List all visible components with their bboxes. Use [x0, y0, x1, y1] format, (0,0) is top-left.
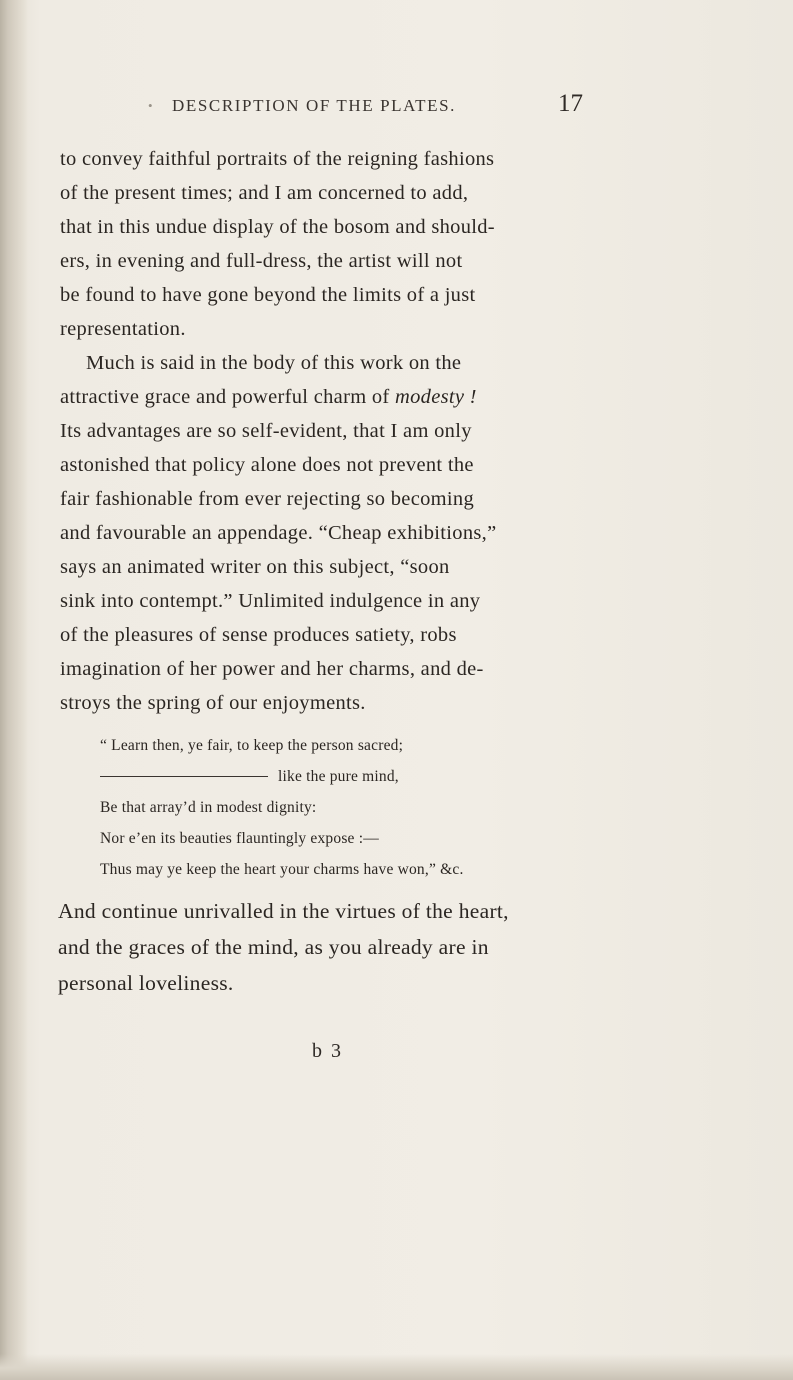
italic-emphasis: modesty ! [394, 386, 477, 408]
text-line: of the pleasures of sense produces satiety, robs [60, 624, 457, 646]
text-line: and favourable an appendage. “Cheap exhibitions,” [60, 522, 497, 544]
page-spine-shadow [0, 0, 28, 1380]
page-header [148, 92, 588, 122]
verse-line: “ Learn then, ye fair, to keep the person sacred; [100, 737, 404, 754]
page-bottom-edge [0, 1354, 793, 1380]
closing-paragraph [58, 893, 588, 1001]
text-line: imagination of her power and her charms, and de- [60, 658, 484, 680]
text-line: that in this undue display of the bosom and should- [60, 216, 495, 238]
page-number: 17 [558, 90, 583, 117]
text-line: and the graces of the mind, as you already are in [58, 935, 489, 959]
text-line: personal loveliness. [58, 971, 234, 995]
verse-line: Be that array’d in modest dignity: [100, 799, 317, 816]
text-line: stroys the spring of our enjoyments. [60, 692, 366, 714]
text-line: fair fashionable from ever rejecting so becoming [60, 488, 474, 510]
verse-line: Thus may ye keep the heart your charms have won,” &c. [100, 861, 464, 878]
text-line: And continue unrivalled in the virtues of the heart, [58, 899, 509, 923]
text-line: sink into contempt.” Unlimited indulgence in any [60, 590, 481, 612]
running-head: DESCRIPTION OF THE PLATES. [172, 96, 457, 115]
text-line: says an animated writer on this subject, “soon [60, 556, 450, 578]
text-line: to convey faithful portraits of the reigning fashions [60, 148, 495, 170]
text-line [60, 380, 590, 414]
text-line: of the present times; and I am concerned to add, [60, 182, 469, 204]
verse-quotation [100, 730, 590, 885]
text-line: be found to have gone beyond the limits of a just [60, 284, 476, 306]
verse-line [100, 761, 590, 792]
text-line: ers, in evening and full-dress, the artist will not [60, 250, 463, 272]
text-run: attractive grace and powerful charm of [60, 386, 395, 408]
signature-mark: b 3 [312, 1040, 343, 1062]
main-text [60, 142, 590, 720]
text-line: Much is said in the body of this work on the [86, 352, 462, 374]
text-line: astonished that policy alone does not prevent the [60, 454, 474, 476]
verse-line: Nor e’en its beauties flauntingly expose :— [100, 830, 379, 847]
text-line: representation. [60, 318, 186, 340]
verse-text-run: like the pure mind, [278, 768, 399, 785]
header-dot-mark: • [148, 98, 153, 113]
em-dash-rule [100, 776, 268, 777]
text-line: Its advantages are so self-evident, that I am only [60, 420, 472, 442]
